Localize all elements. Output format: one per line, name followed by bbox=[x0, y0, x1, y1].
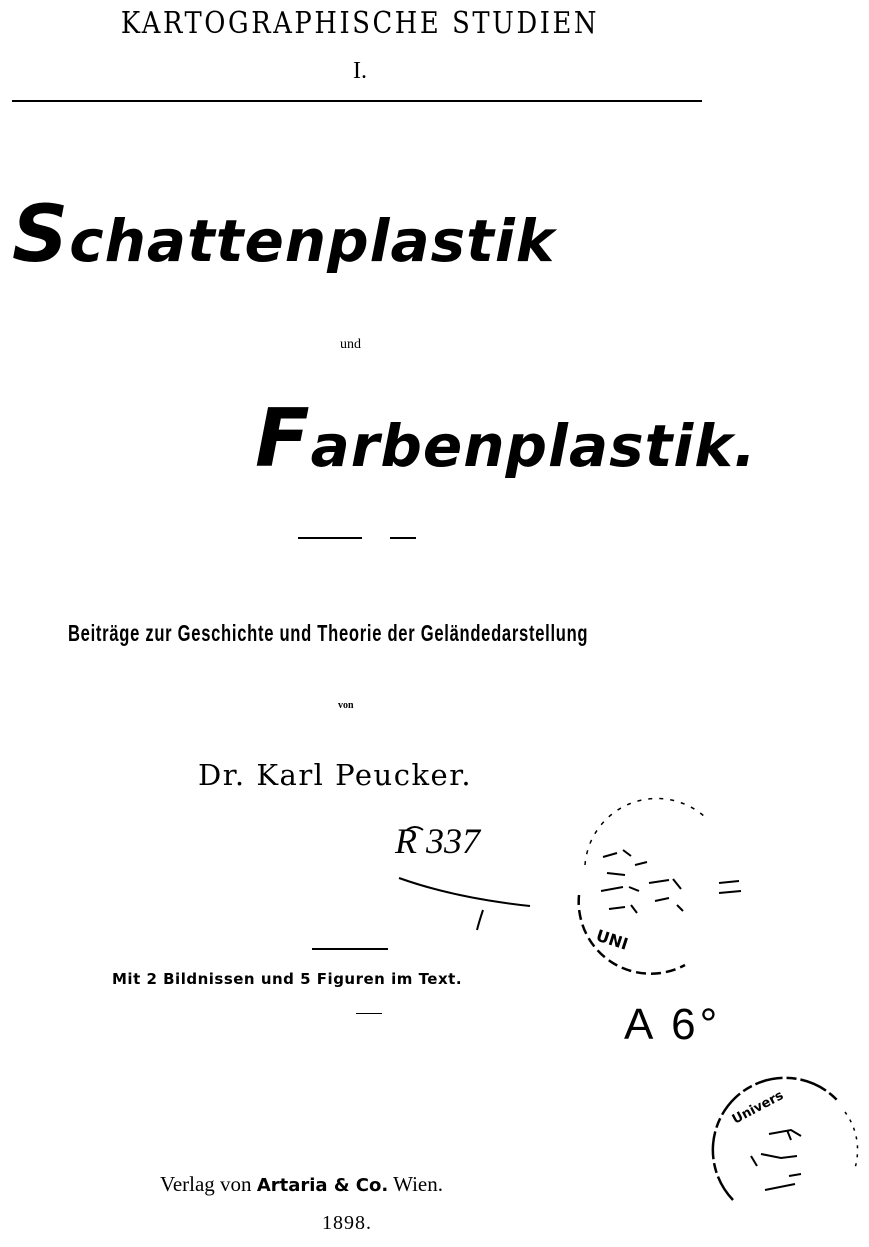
title-divider-long bbox=[298, 537, 362, 539]
shelfmark-strike bbox=[395, 818, 540, 938]
author: Dr. Karl Peucker. bbox=[198, 758, 473, 792]
figures-divider bbox=[312, 948, 388, 950]
title-line-2 bbox=[255, 392, 757, 485]
title-divider-short bbox=[390, 537, 416, 539]
publication-year: 1898. bbox=[322, 1212, 372, 1234]
lower-stamp-text: Univers bbox=[729, 1088, 787, 1128]
series-number: I. bbox=[353, 58, 367, 84]
publisher-name: Artaria & Co. bbox=[256, 1175, 389, 1196]
title-connector: und bbox=[340, 337, 361, 352]
shelfmark-text: R 337 bbox=[395, 821, 480, 861]
series-title: KARTOGRAPHISCHE STUDIEN bbox=[120, 6, 600, 41]
figures-note: Mit 2 Bildnissen und 5 Figuren im Text. bbox=[112, 970, 463, 988]
title-line-1 bbox=[12, 190, 555, 280]
title-line-2-initial: F bbox=[255, 392, 311, 485]
publisher-city: Wien. bbox=[393, 1172, 443, 1196]
publisher-prefix: Verlag von bbox=[160, 1172, 252, 1196]
library-stamp-upper bbox=[565, 795, 745, 985]
handwritten-mark: A 6° bbox=[624, 1000, 722, 1049]
title-line-1-initial: S bbox=[12, 190, 70, 280]
byline: von bbox=[338, 700, 354, 711]
small-divider bbox=[356, 1013, 382, 1014]
upper-stamp-text: UNI bbox=[593, 925, 631, 954]
title-line-2-rest: arbenplastik. bbox=[310, 412, 757, 480]
title-line-1-rest: chattenplastik bbox=[69, 207, 556, 275]
publisher-line bbox=[160, 1172, 443, 1197]
library-stamp-lower bbox=[705, 1072, 869, 1222]
subtitle: Beiträge zur Geschichte und Theorie der Geländedarstellung bbox=[68, 620, 589, 646]
header-rule bbox=[12, 100, 702, 102]
